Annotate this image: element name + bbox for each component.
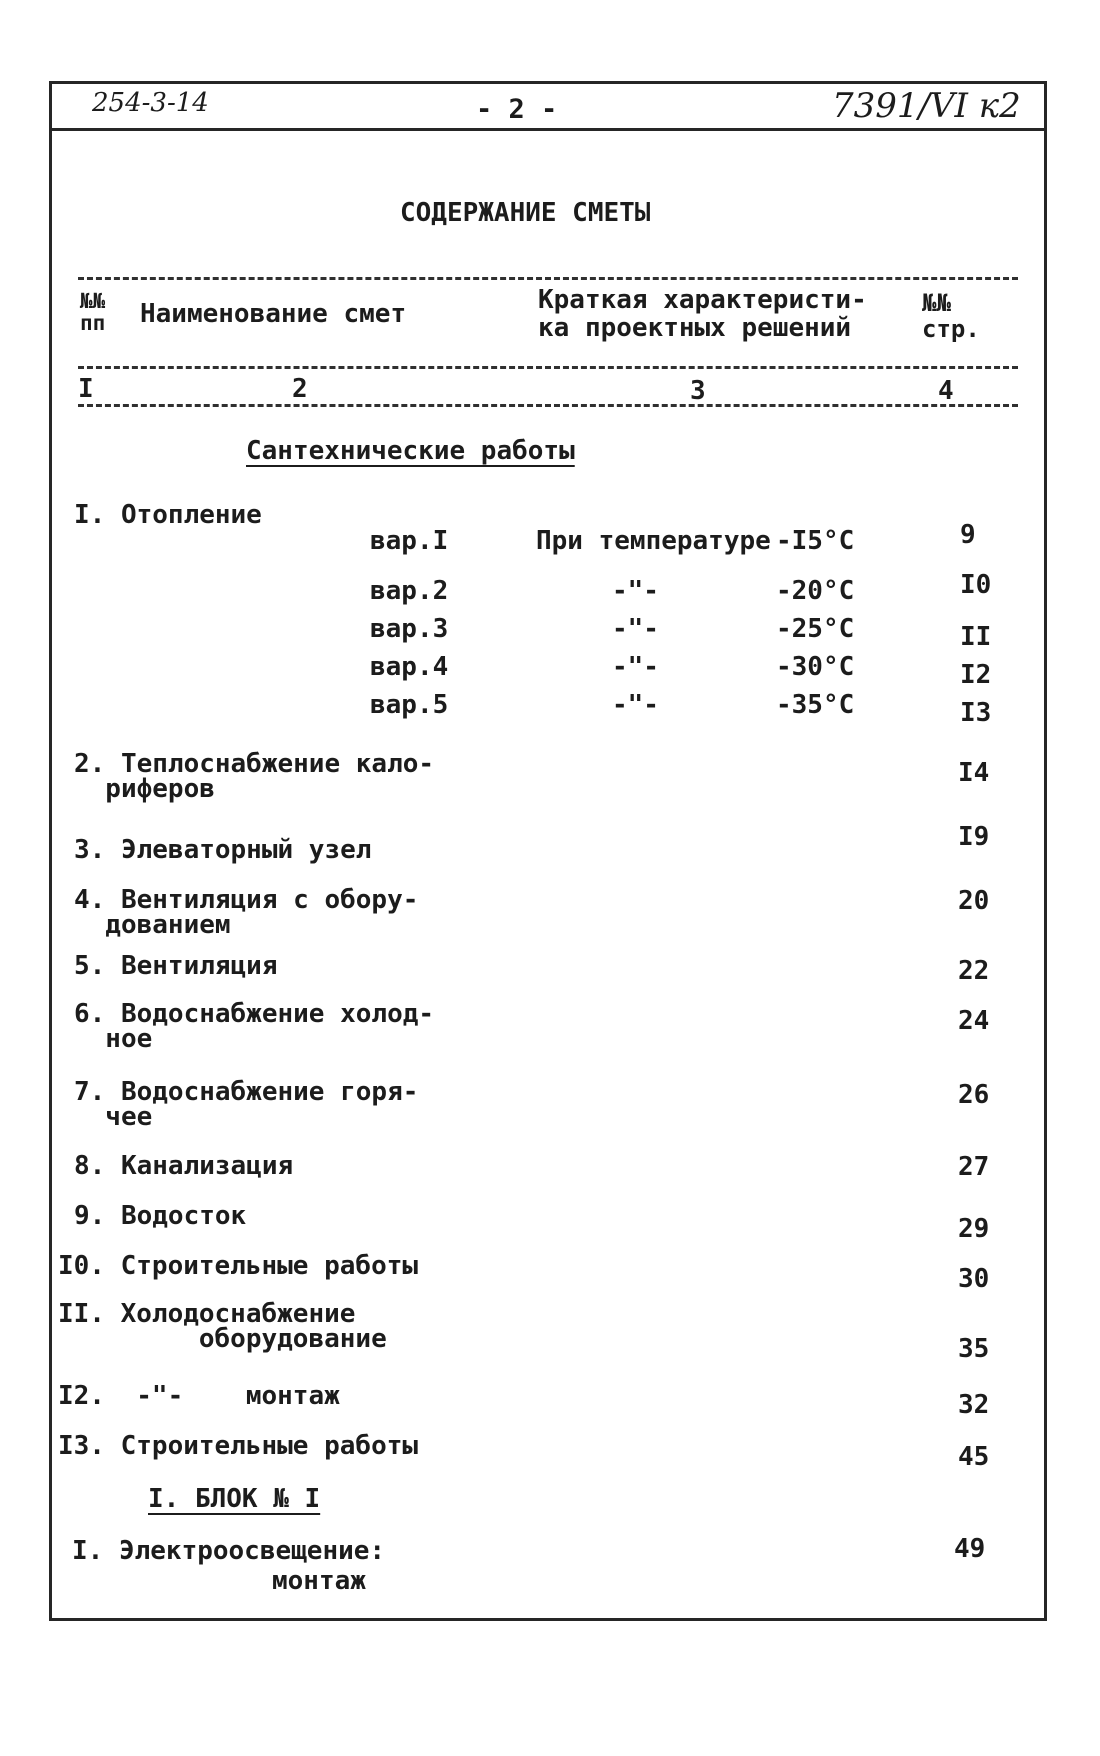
item-title: 6. Водоснабжение холод- (74, 999, 435, 1029)
variant-description: -"- (612, 652, 659, 682)
item-title-cont: ное (74, 1024, 153, 1054)
list-item (74, 951, 278, 981)
item-title: I2. -"- монтаж (58, 1381, 340, 1411)
list-item (74, 999, 435, 1054)
item-title-cont: монтаж (272, 1566, 366, 1596)
col3-header: Краткая характеристи- ка проектных решений (538, 285, 867, 343)
col-number-2: 2 (292, 374, 308, 404)
variant-name: вар.2 (370, 576, 449, 606)
item-page: 32 (958, 1390, 990, 1420)
list-item (74, 1077, 419, 1132)
item-page: 29 (958, 1214, 990, 1244)
item-title: II. Холодоснабжение (58, 1299, 356, 1329)
variant-temperature: -I5°C (776, 526, 855, 556)
item-page: 24 (958, 1006, 990, 1036)
table-top-rule (78, 277, 1018, 280)
variant-page: I3 (960, 698, 992, 728)
heating-label: I. Отопление (74, 500, 262, 530)
item-title-cont: риферов (74, 774, 215, 804)
item-page: 27 (958, 1152, 990, 1182)
item-title: 7. Водоснабжение горя- (74, 1077, 419, 1107)
item-page: 49 (954, 1534, 986, 1564)
variant-temperature: -30°C (776, 652, 855, 682)
item-title-cont: дованием (74, 910, 231, 940)
list-item (74, 885, 419, 940)
list-item (58, 1299, 387, 1354)
block-heading: I. БЛОК № I (148, 1484, 321, 1514)
variant-page: I2 (960, 660, 992, 690)
item-title-cont: чее (74, 1102, 153, 1132)
variant-name: вар.4 (370, 652, 449, 682)
variant-name: вар.3 (370, 614, 449, 644)
item-title: 9. Водосток (74, 1201, 247, 1231)
section-heading: Сантехнические работы (246, 436, 575, 466)
col2-header: Наименование смет (140, 299, 407, 329)
col-number-1: I (78, 374, 94, 404)
col-numbers-rule (78, 404, 1018, 407)
item-page: 30 (958, 1264, 990, 1294)
variant-name: вар.5 (370, 690, 449, 720)
variant-description: -"- (612, 690, 659, 720)
variant-temperature: -20°C (776, 576, 855, 606)
item-page: 22 (958, 956, 990, 986)
header-divider (49, 128, 1047, 131)
item-page: 45 (958, 1442, 990, 1472)
variant-description: -"- (612, 576, 659, 606)
variant-temperature: -25°C (776, 614, 855, 644)
list-item (74, 1201, 247, 1231)
variant-page: II (960, 622, 992, 652)
item-page: 35 (958, 1334, 990, 1364)
variant-page: I0 (960, 570, 992, 600)
table-head-rule (78, 366, 1018, 369)
col-number-4: 4 (938, 376, 954, 406)
item-page: 20 (958, 886, 990, 916)
archive-number: 7391/VI к2 (832, 86, 1021, 126)
item-title: I0. Строительные работы (58, 1251, 419, 1281)
item-page: 26 (958, 1080, 990, 1110)
item-title-cont: оборудование (58, 1324, 387, 1354)
list-item (58, 1381, 340, 1411)
item-title: 5. Вентиляция (74, 951, 278, 981)
variant-temperature: -35°C (776, 690, 855, 720)
item-title: 8. Канализация (74, 1151, 294, 1181)
item-title: 4. Вентиляция с обору- (74, 885, 419, 915)
variant-description: -"- (612, 614, 659, 644)
variant-page: 9 (960, 520, 976, 550)
list-item (58, 1431, 419, 1461)
col4-header: №№ стр. (922, 289, 980, 343)
variant-name: вар.I (370, 526, 449, 556)
list-item (58, 1251, 419, 1281)
item-page: I4 (958, 758, 990, 788)
item-title: 3. Элеваторный узел (74, 835, 372, 865)
col-number-3: 3 (690, 376, 706, 406)
item-title: 2. Теплоснабжение кало- (74, 749, 435, 779)
variant-description: При температуре (536, 526, 771, 556)
list-item (74, 749, 435, 804)
page-number: - 2 - (476, 94, 558, 125)
list-item (74, 835, 372, 865)
item-title: I. Электроосвещение: (72, 1536, 386, 1566)
doc-code: 254-3-14 (92, 88, 209, 118)
list-item (74, 1151, 294, 1181)
item-title: I3. Строительные работы (58, 1431, 419, 1461)
col1-header: №№ пп (80, 289, 106, 335)
list-item (72, 1536, 385, 1596)
item-page: I9 (958, 822, 990, 852)
page-title: СОДЕРЖАНИЕ СМЕТЫ (400, 198, 651, 228)
